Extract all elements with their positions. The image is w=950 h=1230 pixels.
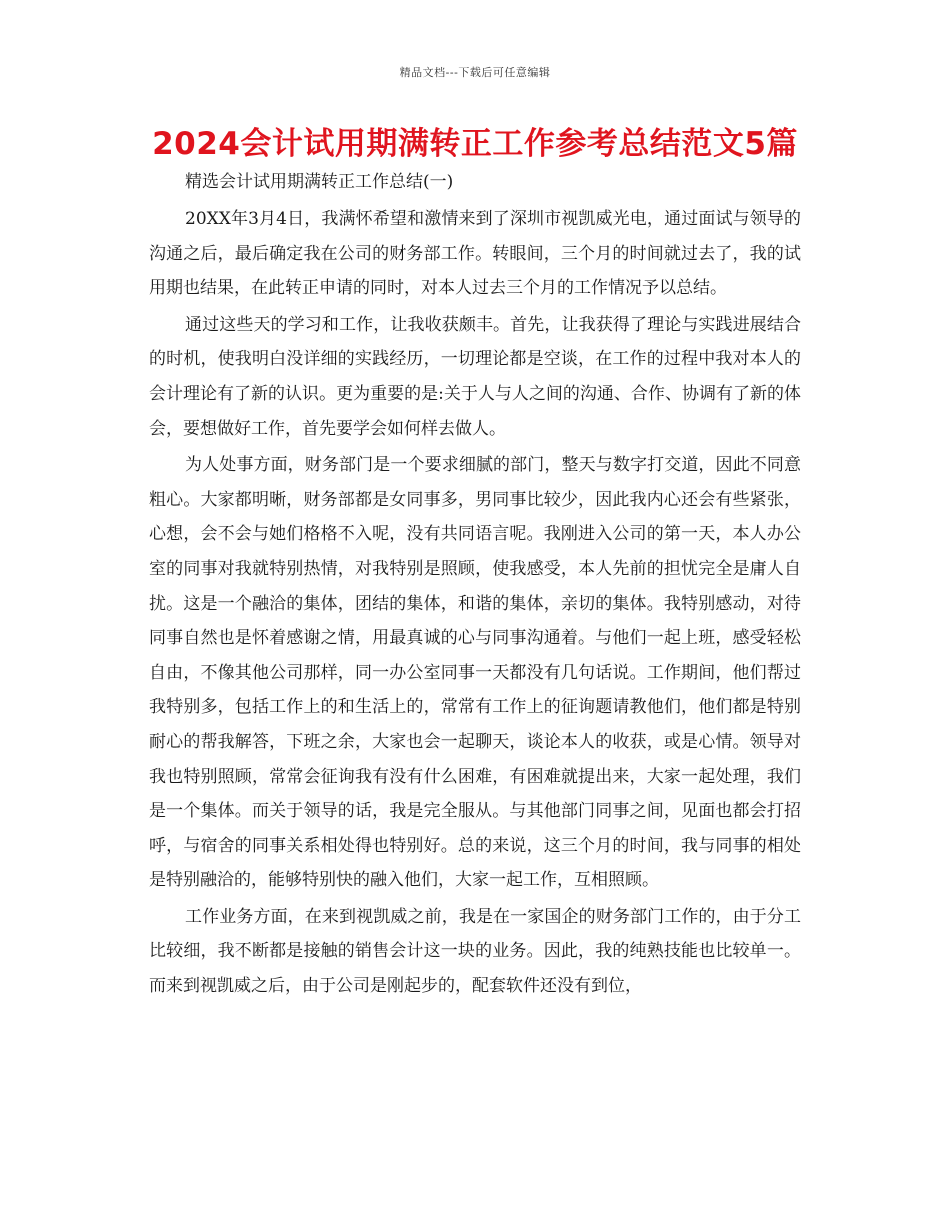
document-title: 2024会计试用期满转正工作参考总结范文5篇 — [152, 126, 798, 162]
paragraph: 20XX年3月4日，我满怀希望和激情来到了深圳市视凯威光电，通过面试与领导的沟通之后，最后确定我在公司的财务部工作。转眼间，三个月的时间就过去了，我的试用期也结果，在此转正申请的同时，对本人过去三个月的工作情况予以总结。 — [149, 209, 801, 299]
paragraph: 工作业务方面，在来到视凯威之前，我是在一家国企的财务部门工作的，由于分工比较细，我不断都是接触的销售会计这一块的业务。因此，我的纯熟技能也比较单一。而来到视凯威之后，由于公司是刚起步的，配套软件还没有到位， — [149, 906, 801, 997]
paragraph: 为人处事方面，财务部门是一个要求细腻的部门，整天与数字打交道，因此不同意粗心。大家都明晰，财务部都是女同事多，男同事比较少，因此我内心还会有些紧张，心想，会不会与她们格格不入呢，没有共同语言呢。我刚进入公司的第一天，本人办公室的同事对我就特别热情，对我特别是照顾，使我感受，本人先前的担忧完全是庸人自扰。这是一个融洽的集体，团结的集体，和谐的集体，亲切的集体。我特别感动，对待同事自然也是怀着感谢之情，用最真诚的心与同事沟通着。与他们一起上班，感受轻松自由，不像其他公司那样，同一办公室同事一天都没有几句话说。工作期间，他们帮过我特别多，包括工作上的和生活上的，常常有工作上的征询题请教他们，他们都是特别耐心的帮我解答，下班之余，大家也会一起聊天，谈论本人的收获，或是心情。领导对我也特别照顾，常常会征询我有没有什么困难，有困难就提出来，大家一起处理，我们是一个集体。而关于领导的话，我是完全服从。与其他部门同事之间，见面也都会打招呼，与宿舍的同事关系相处得也特别好。总的来说，这三个月的时间，我与同事的相处是特别融洽的，能够特别快的融入他们，大家一起工作，互相照顾。 — [149, 455, 801, 891]
document-body — [149, 202, 801, 1006]
section-subtitle: 精选会计试用期满转正工作总结(一) — [185, 172, 454, 192]
header-note: 精品文档---下载后可任意编辑 — [399, 66, 551, 79]
paragraph: 通过这些天的学习和工作，让我收获颇丰。首先，让我获得了理论与实践进展结合的时机，使我明白没详细的实践经历，一切理论都是空谈，在工作的过程中我对本人的会计理论有了新的认识。更为重要的是:关于人与人之间的沟通、合作、协调有了新的体会，要想做好工作，首先要学会如何样去做人。 — [149, 314, 801, 439]
